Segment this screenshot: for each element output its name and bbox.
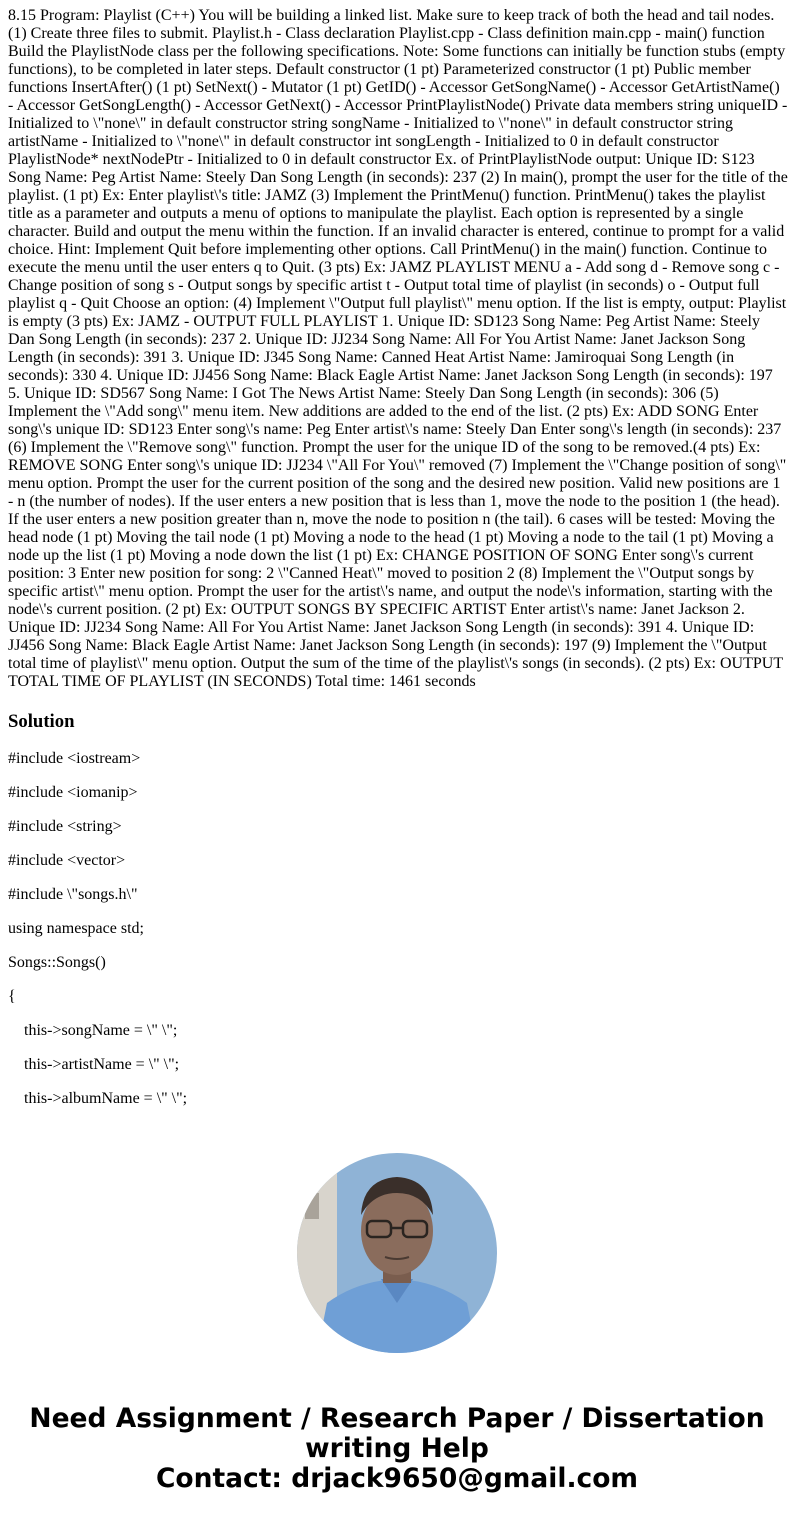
author-photo bbox=[297, 1153, 497, 1353]
promo-line: writing Help bbox=[305, 1433, 489, 1464]
solution-code bbox=[8, 750, 187, 1124]
code-line: #include \"songs.h\" bbox=[8, 886, 138, 903]
code-line: #include <iostream> bbox=[8, 750, 141, 767]
author-avatar bbox=[297, 1153, 497, 1353]
code-line: using namespace std; bbox=[8, 920, 144, 937]
code-line: this->albumName = \" \"; bbox=[8, 1090, 188, 1107]
solution-heading: Solution bbox=[8, 711, 75, 732]
promo-banner bbox=[0, 1404, 794, 1494]
promo-line: Need Assignment / Research Paper / Dissertation bbox=[29, 1403, 765, 1434]
code-line: #include <iomanip> bbox=[8, 784, 138, 801]
code-line: #include <vector> bbox=[8, 852, 126, 869]
avatar-switch bbox=[305, 1193, 319, 1219]
question-text: 8.15 Program: Playlist (C++) You will be building a linked list. Make sure to keep track of both the head and tail nodes. (1) Create three files to submit. Playlist.h - Class declaration Playlist.cpp - Class definition main.cpp - main() function Build the PlaylistNode class per the following specifications. Note: Some functions can initially be function stubs (empty functions), to be completed in later steps. Default constructor (1 pt) Parameterized constructor (1 pt) Public member functions InsertAfter() (1 pt) SetNext() - Mutator (1 pt) GetID() - Accessor GetSongName() - Accessor GetArtistName() - Accessor GetSongLength() - Accessor GetNext() - Accessor PrintPlaylistNode() Private data members string uniqueID - Initialized to \"none\" in default constructor string songName - Initialized to \"none\" in default constructor string artistName - Initialized to \"none\" in default constructor int songLength - Initialized to 0 in default constructor PlaylistNode* nextNodePtr - Initialized to 0 in default constructor Ex. of PrintPlaylistNode output: Unique ID: S123 Song Name: Peg Artist Name: Steely Dan Song Length (in seconds): 237 (2) In main(), prompt the user for the title of the playlist. (1 pt) Ex: Enter playlist\'s title: JAMZ (3) Implement the PrintMenu() function. PrintMenu() takes the playlist title as a parameter and outputs a menu of options to manipulate the playlist. Each option is represented by a single character. Build and output the menu within the function. If an invalid character is entered, continue to prompt for a valid choice. Hint: Implement Quit before implementing other options. Call PrintMenu() in the main() function. Continue to execute the menu until the user enters q to Quit. (3 pts) Ex: JAMZ PLAYLIST MENU a - Add song d - Remove song c - Change position of song s - Output songs by specific artist t - Output total time of playlist (in seconds) o - Output full playlist q - Quit Choose an option: (4) Implement \"Output full playlist\" menu option. If the list is empty, output: Playlist is empty (3 pts) Ex: JAMZ - OUTPUT FULL PLAYLIST 1. Unique ID: SD123 Song Name: Peg Artist Name: Steely Dan Song Length (in seconds): 237 2. Unique ID: JJ234 Song Name: All For You Artist Name: Janet Jackson Song Length (in seconds): 391 3. Unique ID: J345 Song Name: Canned Heat Artist Name: Jamiroquai Song Length (in seconds): 330 4. Unique ID: JJ456 Song Name: Black Eagle Artist Name: Janet Jackson Song Length (in seconds): 197 5. Unique ID: SD567 Song Name: I Got The News Artist Name: Steely Dan Song Length (in seconds): 306 (5) Implement the \"Add song\" menu item. New additions are added to the end of the list. (2 pts) Ex: ADD SONG Enter song\'s unique ID: SD123 Enter song\'s name: Peg Enter artist\'s name: Steely Dan Enter song\'s length (in seconds): 237 (6) Implement the \"Remove song\" function. Prompt the user for the unique ID of the song to be removed.(4 pts) Ex: REMOVE SONG Enter song\'s unique ID: JJ234 \"All For You\" removed (7) Implement the \"Change position of song\" menu option. Prompt the user for the current position of the song and the desired new position. Valid new positions are 1 - n (the number of nodes). If the user enters a new position that is less than 1, move the node to the position 1 (the head). If the user enters a new position greater than n, move the node to position n (the tail). 6 cases will be tested: Moving the head node (1 pt) Moving the tail node (1 pt) Moving a node to the head (1 pt) Moving a node to the tail (1 pt) Moving a node up the list (1 pt) Moving a node down the list (1 pt) Ex: CHANGE POSITION OF SONG Enter song\'s current position: 3 Enter new position for song: 2 \"Canned Heat\" moved to position 2 (8) Implement the \"Output songs by specific artist\" menu option. Prompt the user for the artist\'s name, and output the node\'s information, starting with the node\'s current position. (2 pt) Ex: OUTPUT SONGS BY SPECIFIC ARTIST Enter artist\'s name: Janet Jackson 2. Unique ID: JJ234 Song Name: All For You Artist Name: Janet Jackson Song Length (in seconds): 391 4. Unique ID: JJ456 Song Name: Black Eagle Artist Name: Janet Jackson Song Length (in seconds): 197 (9) Implement the \"Output total time of playlist\" menu option. Output the sum of the time of the playlist\'s songs (in seconds). (2 pts) Ex: OUTPUT TOTAL TIME OF PLAYLIST (IN SECONDS) Total time: 1461 seconds bbox=[8, 7, 788, 690]
code-line: this->artistName = \" \"; bbox=[8, 1056, 180, 1073]
code-line: Songs::Songs() bbox=[8, 954, 106, 971]
code-line: { bbox=[8, 988, 16, 1005]
promo-contact: Contact: drjack9650@gmail.com bbox=[155, 1463, 639, 1494]
code-line: this->songName = \" \"; bbox=[8, 1022, 178, 1039]
code-line: #include <string> bbox=[8, 818, 122, 835]
